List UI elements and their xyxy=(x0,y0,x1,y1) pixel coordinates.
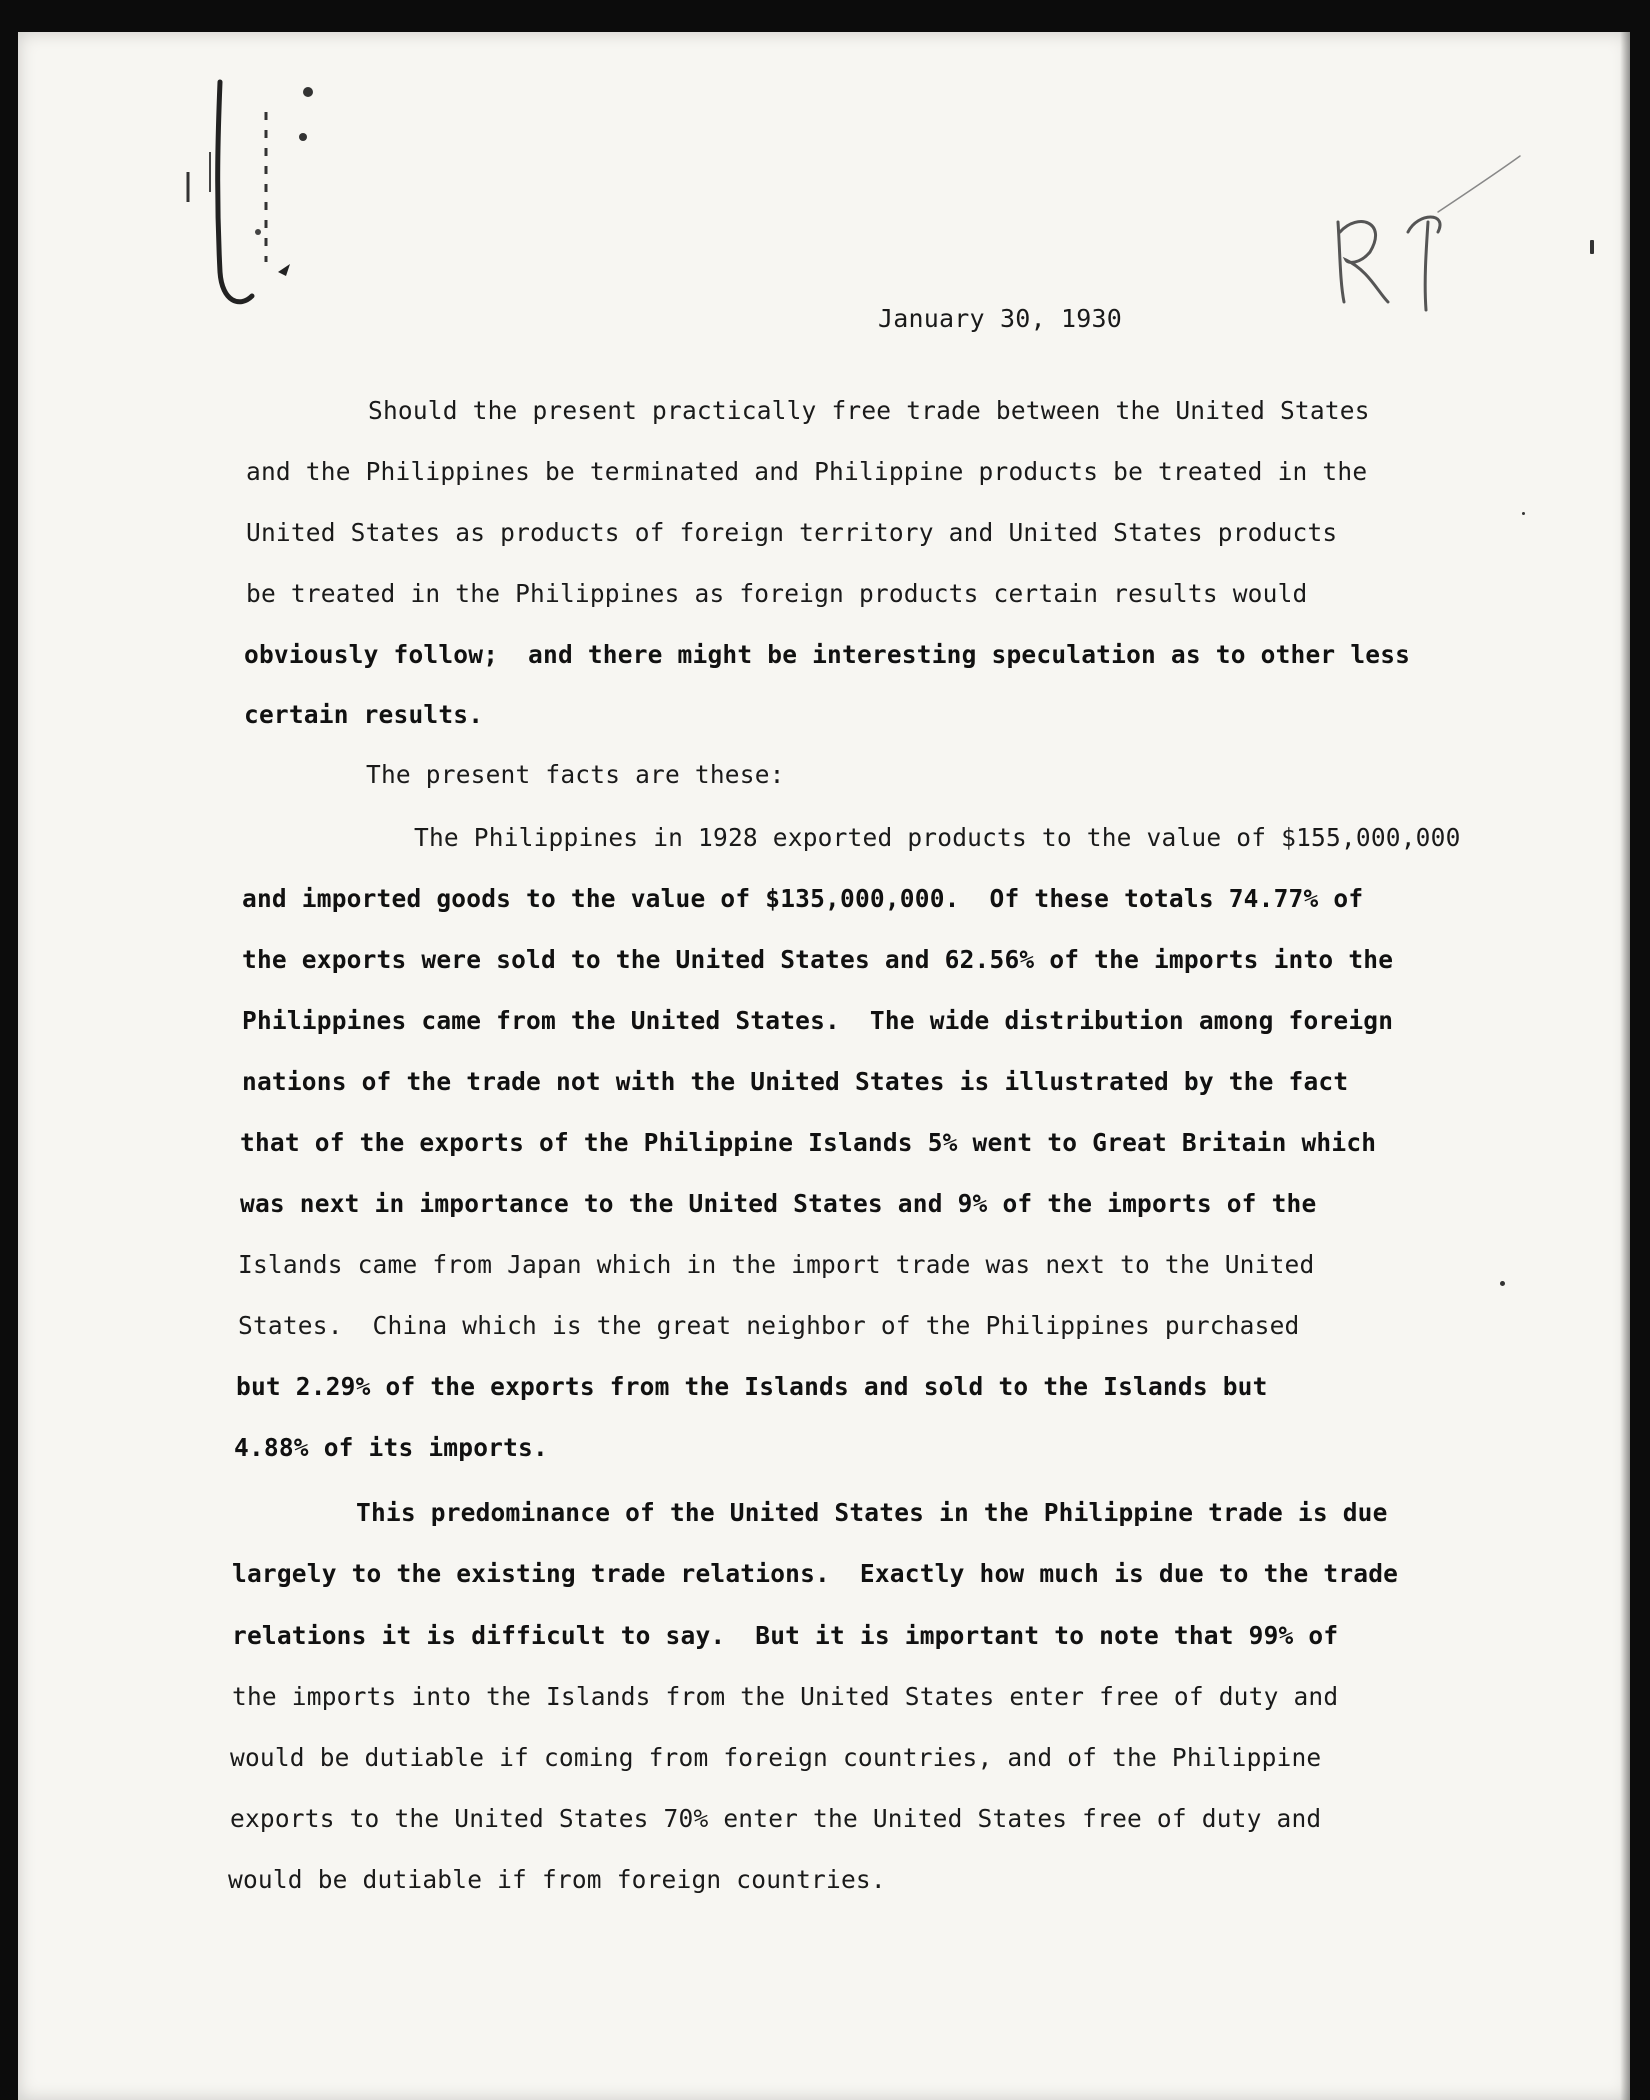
paragraph-1-line-6: certain results. xyxy=(244,700,484,729)
document-page xyxy=(18,32,1630,2100)
paragraph-3-line-6: that of the exports of the Philippine Islands 5% went to Great Britain which xyxy=(240,1128,1377,1157)
paragraph-3-line-5: nations of the trade not with the United States is illustrated by the fact xyxy=(242,1067,1349,1096)
paragraph-1-line-1: Should the present practically free trade between the United States xyxy=(368,396,1370,425)
paragraph-3-line-11: 4.88% of its imports. xyxy=(234,1433,548,1462)
paragraph-3-line-2: and imported goods to the value of $135,000,000. Of these totals 74.77% of xyxy=(242,884,1364,913)
paragraph-4-line-6: exports to the United States 70% enter the United States free of duty and xyxy=(230,1804,1322,1833)
paragraph-3-line-7: was next in importance to the United States and 9% of the imports of the xyxy=(240,1189,1317,1218)
paragraph-1-line-2: and the Philippines be terminated and Philippine products be treated in the xyxy=(246,457,1368,486)
paragraph-1-line-3: United States as products of foreign territory and United States products xyxy=(246,518,1338,547)
paragraph-2-line-1: The present facts are these: xyxy=(366,760,785,789)
paper-speck xyxy=(1522,512,1525,515)
paragraph-4-line-5: would be dutiable if coming from foreign countries, and of the Philippine xyxy=(230,1743,1322,1772)
paragraph-3-line-10: but 2.29% of the exports from the Islands and sold to the Islands but xyxy=(236,1372,1268,1401)
paper-speck xyxy=(1590,240,1594,254)
paragraph-3-line-4: Philippines came from the United States. The wide distribution among foreign xyxy=(242,1006,1394,1035)
paragraph-3-line-8: Islands came from Japan which in the import trade was next to the United xyxy=(238,1250,1315,1279)
paragraph-1-line-4: be treated in the Philippines as foreign products certain results would xyxy=(246,579,1308,608)
paragraph-4-line-7: would be dutiable if from foreign countries. xyxy=(228,1865,886,1894)
paragraph-3-line-1: The Philippines in 1928 exported products to the value of $155,000,000 xyxy=(414,823,1461,852)
paragraph-1-line-5: obviously follow; and there might be interesting speculation as to other less xyxy=(244,640,1411,669)
paragraph-4-line-3: relations it is difficult to say. But it is important to note that 99% of xyxy=(232,1621,1339,1650)
handwritten-initials-icon xyxy=(1318,152,1538,322)
paper-speck xyxy=(1500,1281,1505,1286)
paragraph-3-line-9: States. China which is the great neighbor of the Philippines purchased xyxy=(238,1311,1300,1340)
paragraph-4-line-4: the imports into the Islands from the United States enter free of duty and xyxy=(232,1682,1339,1711)
paragraph-4-line-2: largely to the existing trade relations. Exactly how much is due to the trade xyxy=(232,1559,1399,1588)
paragraph-3-line-3: the exports were sold to the United States and 62.56% of the imports into the xyxy=(242,945,1394,974)
letter-date: January 30, 1930 xyxy=(878,304,1123,333)
binder-marks-icon xyxy=(148,72,408,332)
paragraph-4-line-1: This predominance of the United States in the Philippine trade is due xyxy=(356,1498,1388,1527)
page-edge-shadow xyxy=(1620,32,1630,2100)
